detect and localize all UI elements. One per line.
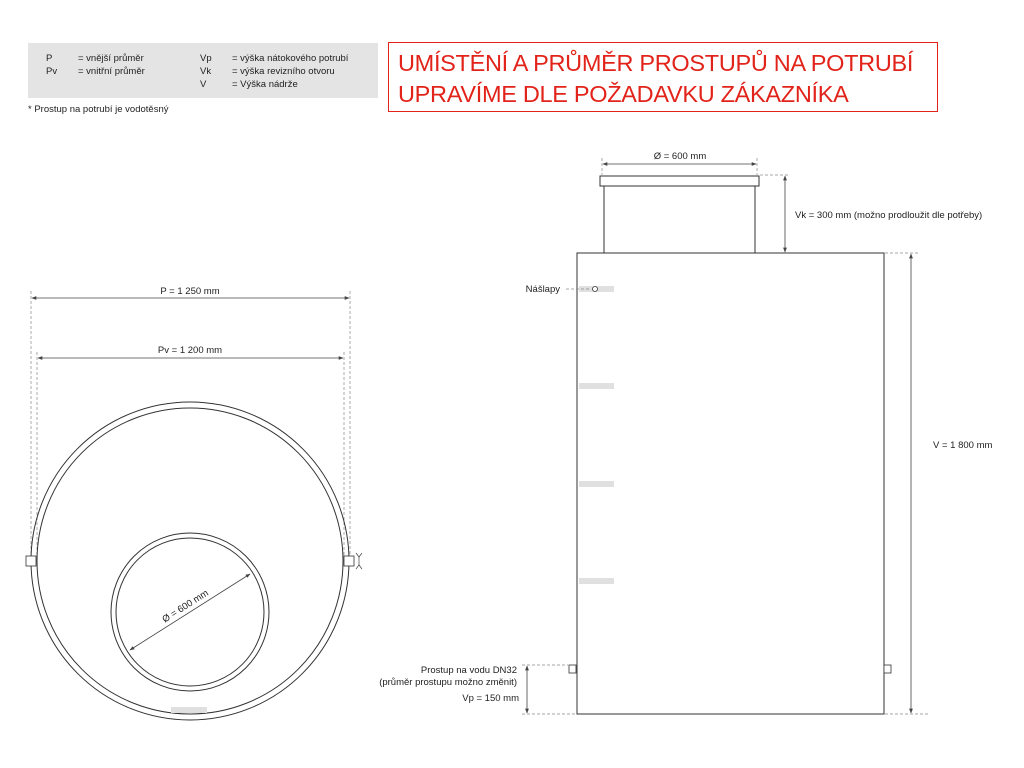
step-3: [579, 481, 614, 487]
opening-diameter-dimension-line: [130, 574, 250, 650]
legend-desc-p: = vnější průměr: [78, 53, 144, 64]
tank-height-label: V = 1 800 mm: [933, 440, 993, 451]
outer-diameter-label: P = 1 250 mm: [160, 286, 220, 297]
step-2: [579, 383, 614, 389]
legend-desc-pv: = vnitřní průměr: [78, 66, 145, 77]
legend-desc-vk: = výška revizního otvoru: [232, 66, 335, 77]
plan-penetration-right: [344, 556, 354, 566]
legend-symbol-p: P: [46, 53, 53, 64]
legend-desc-v: = Výška nádrže: [232, 79, 298, 90]
inspection-lid: [600, 176, 759, 186]
inlet-height-label: Vp = 150 mm: [462, 693, 519, 704]
steps-leader-dot: [593, 287, 598, 292]
inlet-label-line-1: Prostup na vodu DN32: [420, 665, 517, 676]
step-4: [579, 578, 614, 584]
plan-step-marker: [171, 707, 207, 713]
plan-view: [26, 286, 362, 720]
legend-desc-vp: = výška nátokového potrubí: [232, 53, 349, 64]
watertight-note: * Prostup na potrubí je vodotěsný: [28, 104, 169, 115]
tank-body: [577, 253, 884, 714]
title-line-2: UPRAVÍME DLE POŽADAVKU ZÁKAZNÍKA: [398, 81, 849, 107]
legend-symbol-pv: Pv: [46, 66, 58, 77]
opening-diameter-label: Ø = 600 mm: [160, 587, 211, 626]
tank-inner-wall: [37, 408, 343, 714]
title-line-1: UMÍSTĚNÍ A PRŮMĚR PROSTUPŮ NA POTRUBÍ: [398, 50, 914, 76]
legend-symbol-v: V: [200, 79, 207, 90]
side-view: [379, 151, 992, 714]
neck-height-label: Vk = 300 mm (možno prodloužit dle potřeby): [795, 210, 983, 221]
neck-diameter-label: Ø = 600 mm: [653, 151, 707, 162]
inlet-penetration-right: [884, 665, 891, 673]
plan-penetration-left: [26, 556, 36, 566]
inner-diameter-label: Pv = 1 200 mm: [157, 345, 223, 356]
tank-outer-wall: [31, 402, 349, 720]
steps-label: Nášlapy: [525, 284, 560, 295]
inlet-label-line-2: (průměr prostupu možno změnit): [379, 677, 517, 688]
inlet-penetration-left: [569, 665, 576, 673]
legend-symbol-vp: Vp: [200, 53, 212, 64]
legend-symbol-vk: Vk: [200, 66, 212, 77]
